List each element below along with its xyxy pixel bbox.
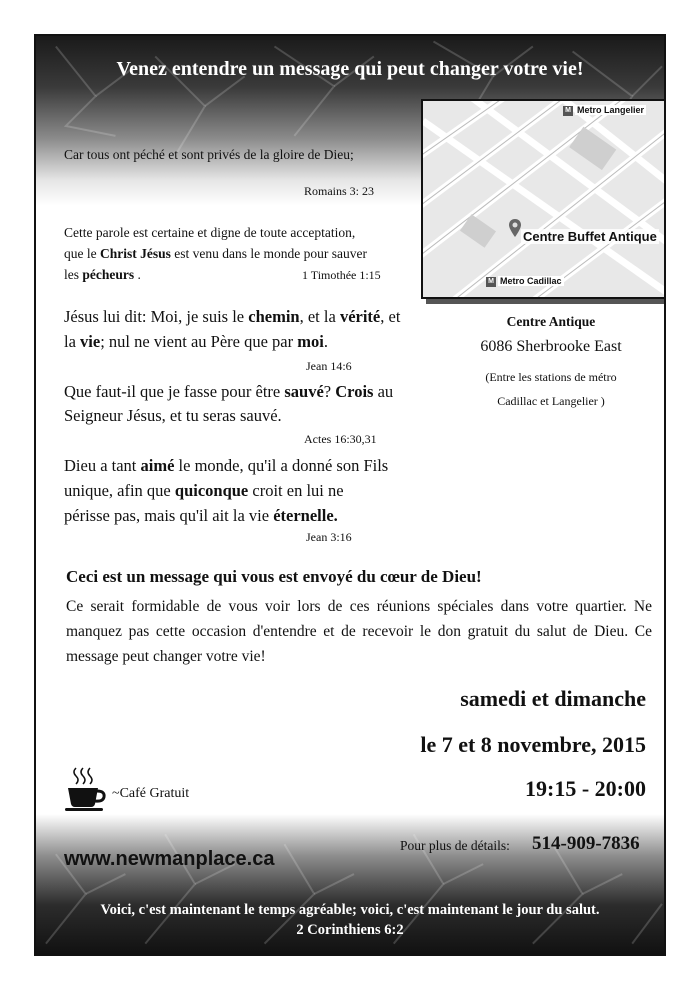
coffee-cup-icon: [64, 766, 108, 812]
verse-romans-text: Car tous ont péché et sont privés de la gloire de Dieu;: [64, 147, 354, 162]
cta-body: Ce serait formidable de vous voir lors de ces réunions spéciales dans votre quartier. Ne manquez pas cette occasion d'entendre et de recevoir le don gratuit du salut de Dieu. Ce message peut changer votre vie!: [66, 598, 652, 665]
verse-acts-line1: Que faut-il que je fasse pour être sauvé? Crois au: [64, 382, 394, 401]
venue-name: Centre Antique: [506, 314, 596, 329]
flyer: [34, 34, 666, 956]
footer-verse: [36, 902, 664, 939]
verse-timothy-line1: Cette parole est certaine et digne de toute acceptation,: [64, 225, 356, 240]
metro-icon: M: [486, 277, 496, 287]
verse-john14-line1: Jésus lui dit: Moi, je suis le chemin, et la vérité, et: [64, 307, 401, 326]
location-pin-icon: [509, 219, 521, 237]
verse-romans-ref: Romains 3: 23: [304, 184, 375, 198]
details-label: Pour plus de détails:: [400, 838, 510, 853]
schedule-days: samedi et dimanche: [460, 686, 646, 711]
map-streets: [423, 101, 666, 297]
footer-verse-ref: 2 Corinthiens 6:2: [296, 922, 404, 938]
verse-john14-line2: la vie; nul ne vient au Père que par moi.: [64, 332, 328, 351]
footer-verse-text: Voici, c'est maintenant le temps agréable; voici, c'est maintenant le jour du salut.: [100, 902, 600, 918]
map-label-venue: Centre Buffet Antique: [523, 229, 657, 244]
verse-john3-ref: Jean 3:16: [306, 530, 352, 544]
venue-info: [456, 314, 646, 412]
map-label-cadillac: Metro Cadillac: [500, 276, 562, 286]
verse-timothy-line2: que le Christ Jésus est venu dans le monde pour sauver: [64, 246, 367, 261]
website-link[interactable]: www.newmanplace.ca: [64, 848, 275, 870]
schedule-time: 19:15 - 20:00: [525, 776, 646, 801]
verse-john14-ref: Jean 14:6: [306, 359, 352, 373]
schedule-dates: le 7 et 8 novembre, 2015: [420, 732, 646, 757]
verse-timothy-line3: les pécheurs .: [64, 267, 141, 282]
verse-john3-line2: unique, afin que quiconque croit en lui ne: [64, 481, 344, 500]
cta-title: Ceci est un message qui vous est envoyé du cœur de Dieu!: [66, 567, 482, 586]
venue-note-line1: (Entre les stations de métro: [485, 370, 617, 384]
headline: Venez entendre un message qui peut changer votre vie!: [116, 58, 584, 80]
venue-address: 6086 Sherbrooke East: [480, 338, 622, 355]
metro-icon: M: [563, 106, 573, 116]
verse-acts-line2: Seigneur Jésus, et tu seras sauvé.: [64, 406, 282, 425]
venue-note-line2: Cadillac et Langelier ): [497, 394, 605, 408]
location-map[interactable]: [421, 99, 666, 299]
coffee-label: ~Café Gratuit: [112, 786, 190, 801]
phone-number[interactable]: 514-909-7836: [532, 833, 640, 854]
verse-acts-ref: Actes 16:30,31: [304, 432, 377, 446]
verse-john3-line3: périsse pas, mais qu'il ait la vie éternelle.: [64, 506, 338, 525]
verse-timothy-ref: 1 Timothée 1:15: [302, 268, 381, 282]
map-label-langelier: Metro Langelier: [577, 105, 645, 115]
verse-john3-line1: Dieu a tant aimé le monde, qu'il a donné son Fils: [64, 456, 389, 475]
